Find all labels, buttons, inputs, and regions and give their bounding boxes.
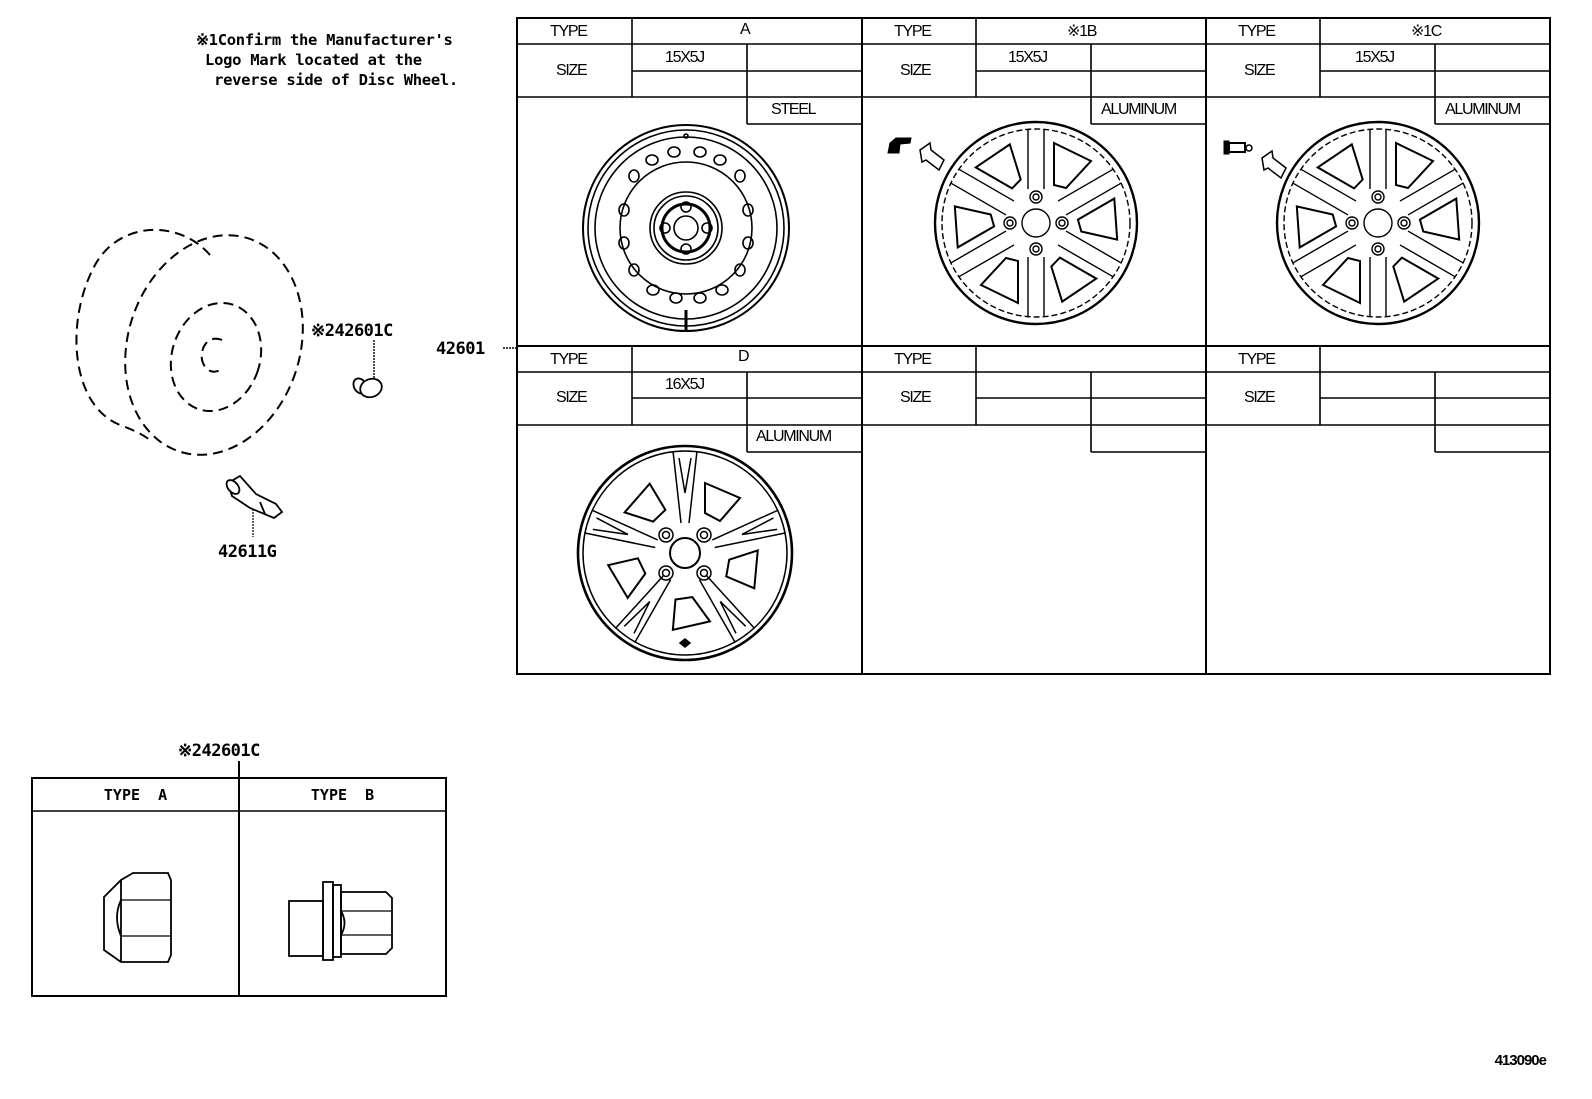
hub-nut-small-drawing — [351, 340, 385, 400]
size-label: SIZE — [1244, 389, 1275, 406]
note-line-1: ※1Confirm the Manufacturer's — [196, 31, 453, 49]
nut-type-a-drawing — [104, 873, 171, 962]
type-label: TYPE — [894, 23, 931, 40]
size-label: SIZE — [556, 389, 587, 406]
nut-type-b-header: TYPE B — [310, 786, 375, 804]
valve-part-number[interactable]: 42611G — [218, 542, 277, 562]
note-line-2: Logo Mark located at the — [196, 51, 422, 69]
wheel-assembly-outline — [76, 212, 330, 478]
type-label: TYPE — [894, 351, 931, 368]
size-label: SIZE — [556, 62, 587, 79]
logo-mark-c — [1224, 141, 1286, 178]
size-value: 16X5J — [665, 376, 704, 393]
material-value: ALUMINUM — [1101, 101, 1176, 118]
size-label: SIZE — [1244, 62, 1275, 79]
valve-drawing — [224, 476, 282, 537]
material-value: STEEL — [771, 101, 816, 118]
alloy-wheel-b-drawing — [935, 122, 1137, 324]
type-label: TYPE — [1238, 23, 1275, 40]
hub-nut-part-number[interactable]: ※242601C — [311, 321, 393, 341]
nut-type-a-header: TYPE A — [103, 786, 168, 804]
nut-table-title[interactable]: ※242601C — [178, 741, 260, 761]
note-line-3: reverse side of Disc Wheel. — [196, 71, 458, 89]
document-code: 413090e — [1494, 1052, 1546, 1069]
steel-wheel-drawing — [583, 125, 789, 331]
type-value: ※1C — [1411, 23, 1441, 40]
wheel-part-number[interactable]: 42601 — [436, 339, 485, 359]
type-label: TYPE — [550, 351, 587, 368]
alloy-wheel-d-drawing — [578, 446, 792, 660]
type-label: TYPE — [550, 23, 587, 40]
material-value: ALUMINUM — [1445, 101, 1520, 118]
nut-type-b-drawing — [289, 882, 392, 960]
size-value: 15X5J — [665, 49, 704, 66]
alloy-wheel-c-drawing — [1277, 122, 1479, 324]
type-label: TYPE — [1238, 351, 1275, 368]
type-value: ※1B — [1067, 23, 1097, 40]
logo-mark-b — [888, 138, 944, 170]
size-label: SIZE — [900, 389, 931, 406]
size-value: 15X5J — [1355, 49, 1394, 66]
size-label: SIZE — [900, 62, 931, 79]
material-value: ALUMINUM — [756, 428, 831, 445]
type-value: D — [738, 348, 749, 365]
type-value: A — [740, 21, 750, 38]
size-value: 15X5J — [1008, 49, 1047, 66]
